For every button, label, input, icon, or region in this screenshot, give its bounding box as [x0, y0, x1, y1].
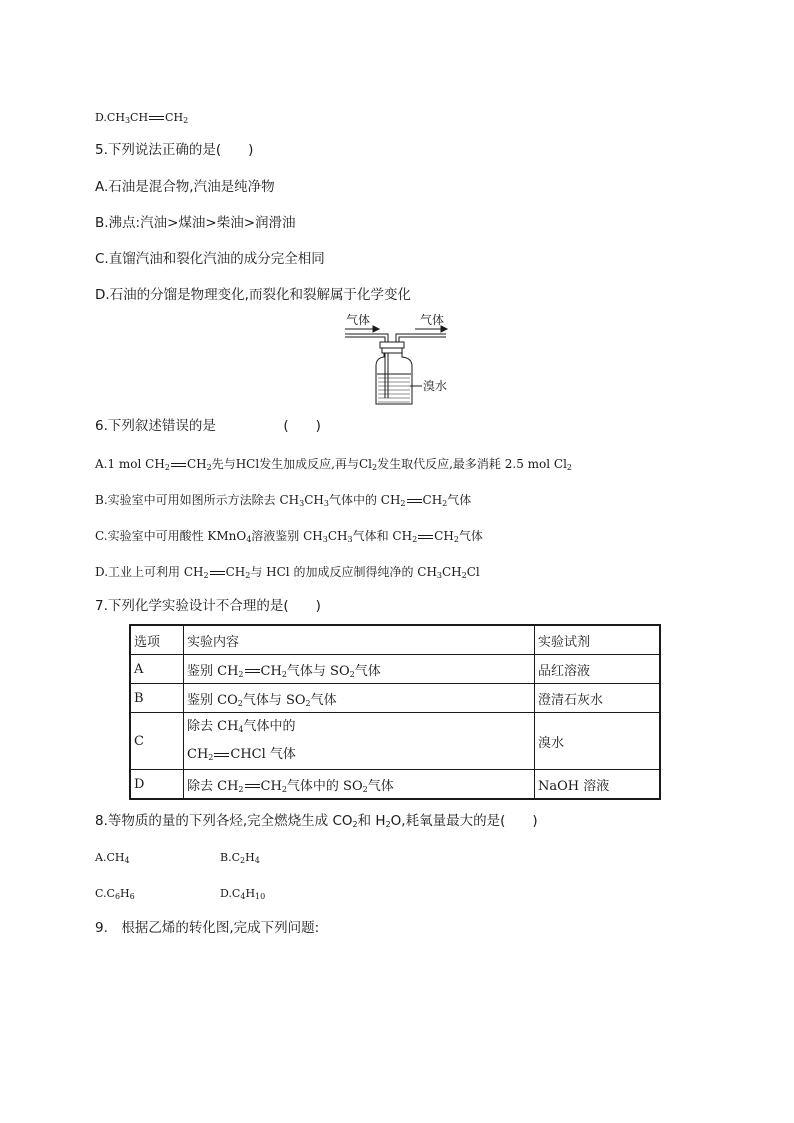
liquid-label: 溴水: [423, 379, 448, 393]
q9-stem: 9. 根据乙烯的转化图,完成下列问题:: [95, 920, 320, 936]
q8-option-b: $B.C_2H_4$: [220, 851, 260, 865]
table-header-row: [130, 625, 660, 655]
outlet-label: 气体: [420, 313, 445, 327]
q6-option-c: C.实验室中可用酸性 KMnO$_4$溶液鉴别 $CH_3CH_3$气体和 $CH_2$ $CH_2$气体: [95, 529, 483, 544]
table-row: B 鉴别 $CO_2$气体与 $SO_2$气体 澄清石灰水: [130, 684, 660, 713]
q5-stem: 5.下列说法正确的是( ): [95, 142, 254, 158]
inlet-label: 气体: [346, 313, 371, 327]
q6-option-d: D.工业上可利用 $CH_2$ $CH_2$与 HCl 的加成反应制得纯净的 $CH_3CH_2Cl$: [95, 565, 480, 580]
experiment-table: [129, 624, 661, 800]
inlet-arrow-head: [373, 326, 379, 332]
header-reagent: 实验试剂: [535, 625, 661, 655]
stopper-neck: [382, 348, 402, 353]
gas-wash-bottle-diagram: [340, 312, 470, 410]
q5-option-c: C.直馏汽油和裂化汽油的成分完全相同: [95, 251, 325, 267]
table-row: C 除去 $CH_4$气体中的 $CH_2$ CHCl 气体 溴水: [130, 713, 660, 770]
q8-option-c: $C.C_6H_6$: [95, 887, 135, 901]
q5-option-d: D.石油的分馏是物理变化,而裂化和裂解属于化学变化: [95, 287, 411, 303]
q5-option-a: A.石油是混合物,汽油是纯净物: [95, 179, 275, 195]
q8-option-a: $A.CH_4$: [95, 851, 130, 865]
double-bond: [149, 113, 164, 123]
table-row: D 除去 $CH_2$ $CH_2$气体中的 $SO_2$气体 NaOH 溶液: [130, 770, 660, 800]
stopper: [380, 342, 404, 348]
q7-stem: 7.下列化学实验设计不合理的是( ): [95, 598, 321, 614]
header-option: 选项: [130, 625, 184, 655]
header-content: 实验内容: [184, 625, 535, 655]
table-row: A 鉴别 $CH_2$ $CH_2$气体与 $SO_2$气体 品红溶液: [130, 655, 660, 684]
bottle: [376, 353, 412, 404]
q6-option-b: B.实验室中可用如图所示方法除去 $CH_3CH_3$气体中的 $CH_2$ $CH_2$气体: [95, 493, 472, 508]
q6-stem: 6.下列叙述错误的是 ( ): [95, 418, 321, 434]
q6-option-a: A.1 mol $CH_2$ $CH_2$先与HCl发生加成反应,再与$Cl_2$发生取代反应,最多消耗 2.5 mol $Cl_2$: [95, 457, 573, 472]
q5-option-b: B.沸点:汽油>煤油>柴油>润滑油: [95, 215, 296, 231]
q8-option-d: $D.C_4H_{10}$: [220, 887, 266, 901]
q8-stem: 8.等物质的量的下列各烃,完全燃烧生成 $CO_2$和 $H_2O$,耗氧量最大的是( ): [95, 813, 538, 829]
q4-option-d: $D.CH_3CH$ $CH_2$: [95, 111, 189, 125]
